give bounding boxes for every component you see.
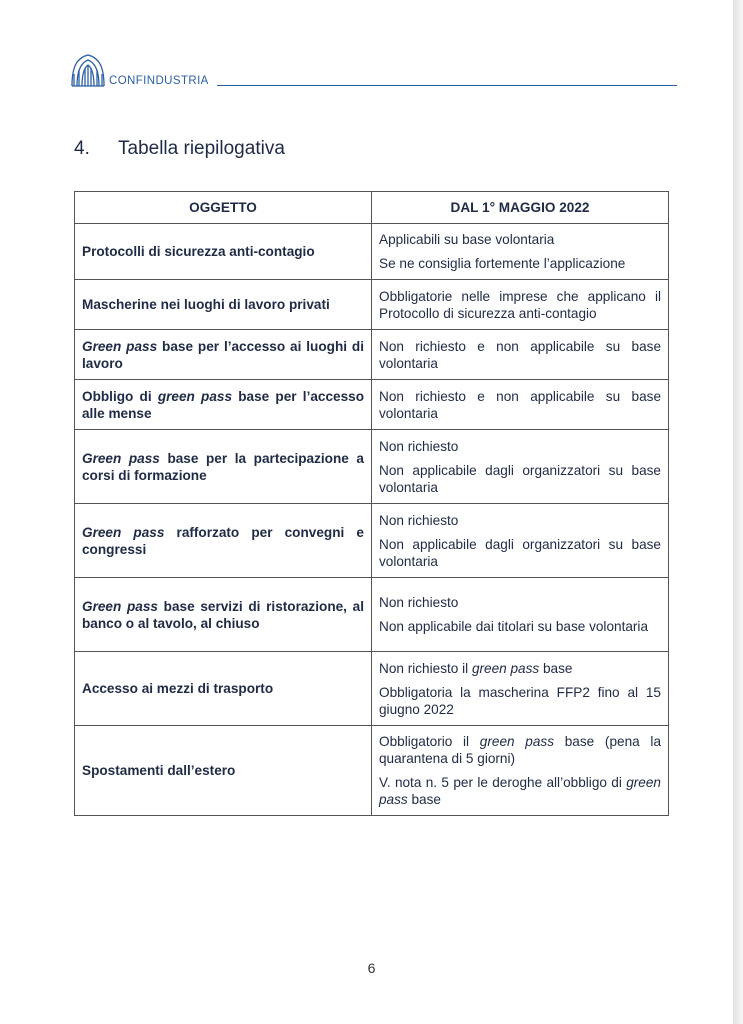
text-run: Non richiesto [379,438,459,454]
cell-paragraph [379,733,661,767]
text-run: Non richiesto il [379,660,472,676]
cell-valore [372,224,669,280]
cell-paragraph [379,684,661,718]
text-run: Accesso ai mezzi di trasporto [82,681,274,696]
cell-paragraph [379,388,661,422]
text-run: Non richiesto [379,512,459,528]
table-row [75,280,669,330]
text-run: Se ne consiglia fortemente l’applicazione [379,256,626,271]
table-row [75,330,669,380]
confindustria-logo-icon [68,52,108,88]
cell-paragraph [379,288,661,322]
text-run: Non richiesto [379,595,459,610]
cell-valore [372,726,669,816]
table-row [75,380,669,430]
cell-oggetto [75,330,372,380]
cell-paragraph [379,594,661,611]
cell-oggetto [75,578,372,652]
cell-valore [372,430,669,504]
column-header-oggetto: OGGETTO [75,192,372,224]
text-run: base per l’accesso ai luoghi di lavoro [82,338,364,371]
section-title: Tabella riepilogativa [118,138,285,159]
table-row [75,504,669,578]
cell-valore [372,380,669,430]
text-run: Spostamenti dall’estero [82,763,236,778]
italic-term: Green pass [82,524,165,540]
cell-oggetto [75,504,372,578]
italic-term: green pass [471,660,540,676]
italic-term: Green pass [82,450,160,466]
text-run: Obbligo di [82,388,158,404]
table-row [75,224,669,280]
text-run: Mascherine nei luoghi di lavoro privati [82,297,330,312]
cell-paragraph [379,660,661,677]
text-run: Non applicabile dai titolari su base volontaria [379,619,649,634]
table-row [75,578,669,652]
text-run: base per l’accesso alle mense [82,388,365,421]
italic-term: Green pass [82,338,158,354]
cell-valore [372,652,669,726]
text-run: Non richiesto e non applicabile su base volontaria [379,338,661,371]
italic-term: green pass [157,388,233,404]
section-number: 4. [74,138,90,159]
italic-term: green pass [479,734,555,749]
text-run: Obbligatoria la mascherina FFP2 fino al 15 giugno 2022 [379,684,661,717]
text-run: rafforzato per convegni e congressi [82,524,364,557]
header-divider [217,85,677,86]
cell-paragraph [379,231,661,248]
cell-oggetto [75,380,372,430]
text-run: Non applicabile dagli organizzatori su base volontaria [379,462,661,495]
text-run: Obbligatorio il [379,734,480,749]
text-run: base per la partecipazione a corsi di formazione [82,450,364,483]
italic-term: Green pass [82,598,158,614]
cell-valore [372,504,669,578]
cell-oggetto [75,726,372,816]
text-run: base [407,792,441,807]
cell-paragraph [379,462,661,496]
cell-oggetto [75,652,372,726]
cell-valore [372,280,669,330]
cell-paragraph [379,618,661,635]
text-run: Applicabili su base volontaria [379,232,555,247]
cell-oggetto [75,280,372,330]
cell-paragraph [379,536,661,570]
text-run: base [539,660,573,676]
table-row [75,652,669,726]
cell-oggetto [75,430,372,504]
summary-table [74,191,669,816]
text-run: Non richiesto e non applicabile su base volontaria [379,388,661,421]
cell-paragraph [379,255,661,272]
brand-name: CONFINDUSTRIA [109,75,209,87]
cell-oggetto [75,224,372,280]
text-run: base (pena la quarantena di 5 giorni) [379,734,662,766]
table-row [75,726,669,816]
text-run: base servizi di ristorazione, al banco o al tavolo, al chiuso [82,598,364,631]
cell-paragraph [379,774,661,808]
text-run: Obbligatorie nelle imprese che applicano il Protocollo di sicurezza anti-contagio [379,288,661,321]
cell-valore [372,578,669,652]
cell-paragraph [379,512,661,529]
text-run: Protocolli di sicurezza anti-contagio [82,244,315,259]
page-edge-shadow [733,0,743,1024]
table-row [75,430,669,504]
table-header-row [75,192,669,224]
text-run: Non applicabile dagli organizzatori su base volontaria [379,536,661,569]
italic-term: green pass [379,775,661,807]
cell-valore [372,330,669,380]
cell-paragraph [379,438,661,455]
text-run: V. nota n. 5 per le deroghe all’obbligo di [379,775,627,790]
table-body [75,224,669,816]
page-number: 6 [367,960,376,976]
section-heading [74,138,285,160]
cell-paragraph [379,338,661,372]
column-header-date: DAL 1° MAGGIO 2022 [372,192,669,224]
